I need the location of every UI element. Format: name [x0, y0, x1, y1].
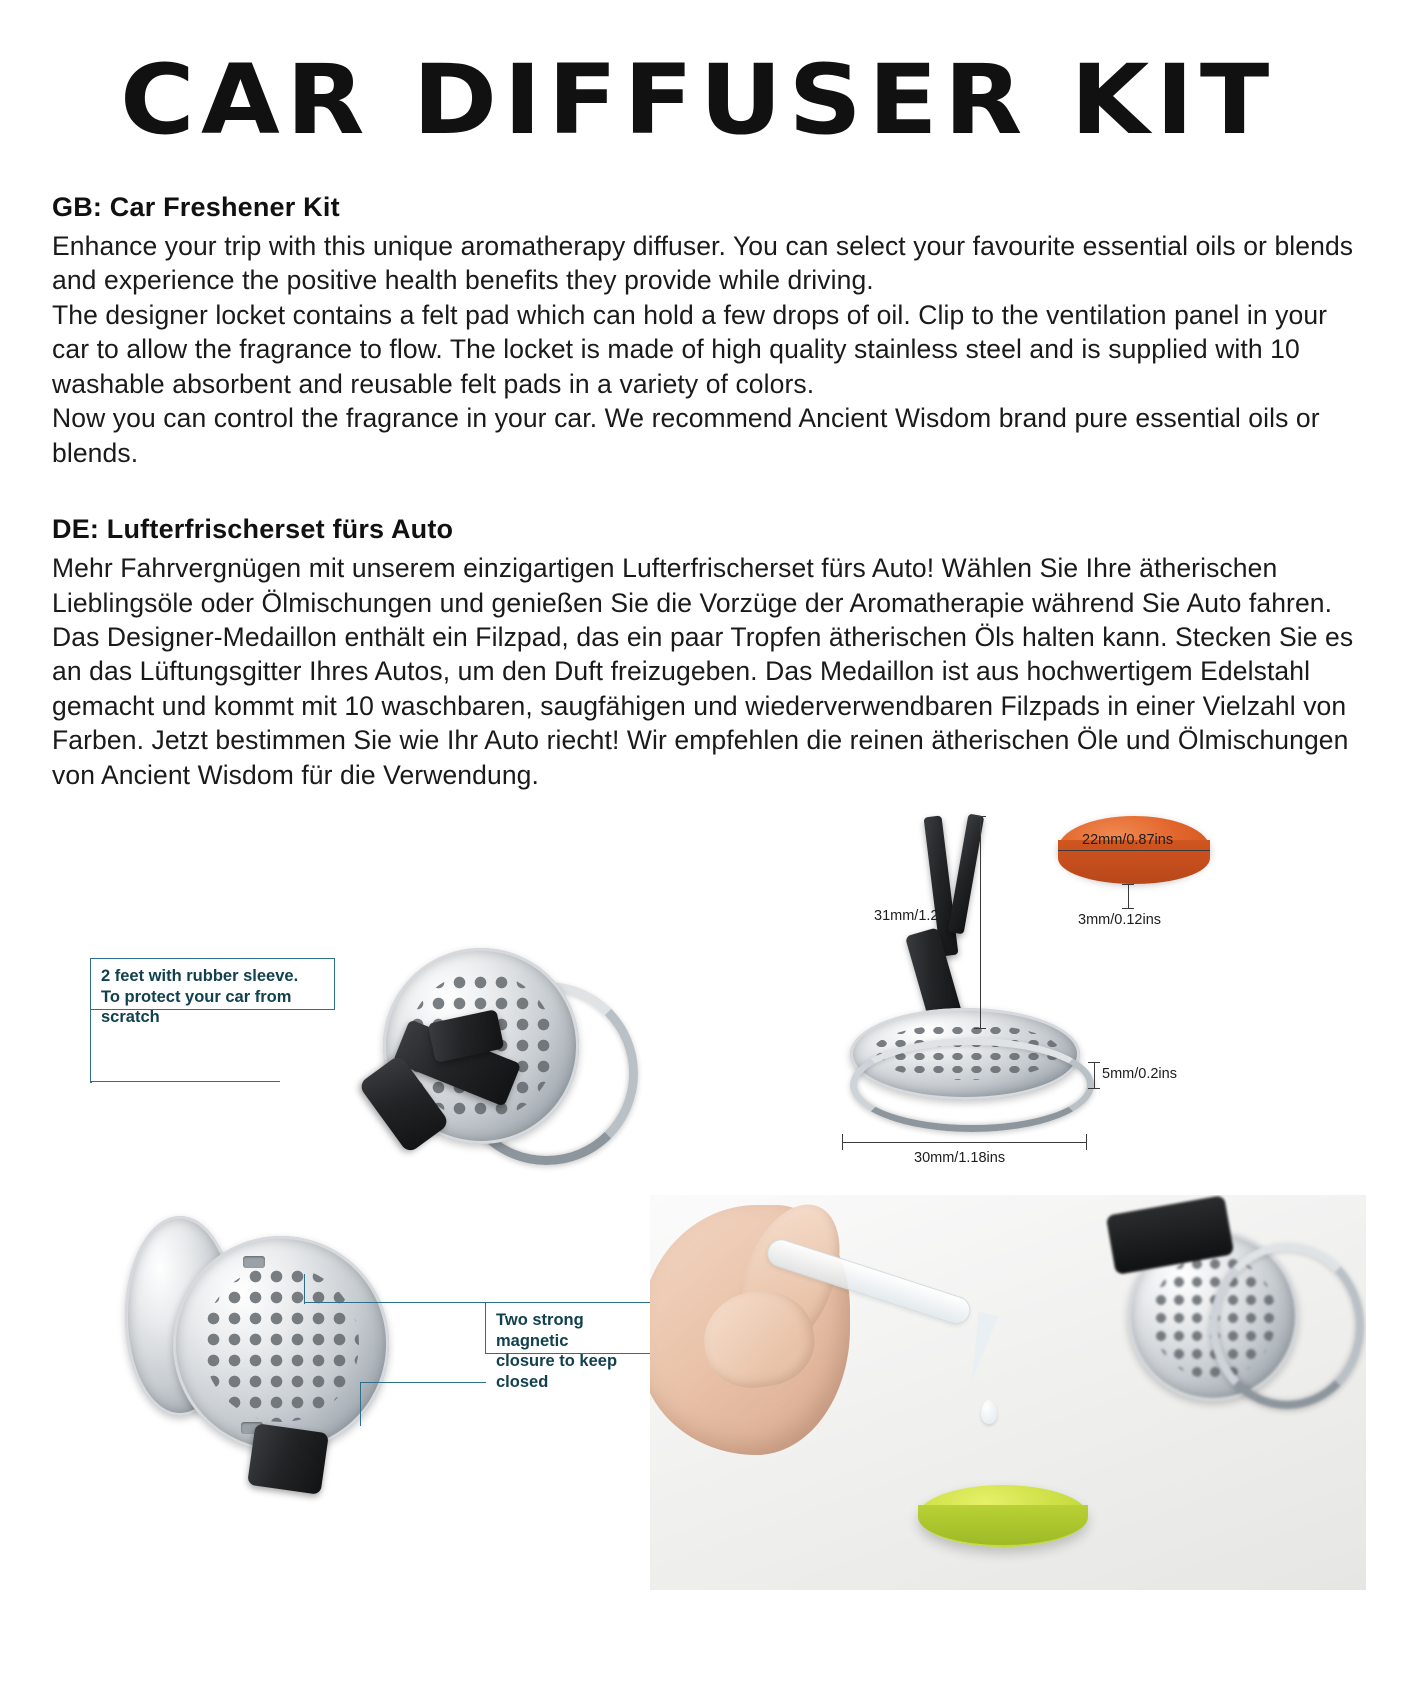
locket-open-holes	[203, 1266, 359, 1422]
callout-magnetic-closure-line2: closure to keep closed	[496, 1352, 618, 1391]
dim-cap-locket-diameter-right	[1086, 1134, 1087, 1150]
dim-cap-locket-thickness-bottom	[1088, 1088, 1100, 1089]
text-content	[50, 148, 1366, 792]
callout-magnet-leader-top	[304, 1302, 486, 1304]
page-title: CAR DIFFUSER KIT	[120, 44, 1276, 156]
oil-drop	[981, 1400, 997, 1424]
section-de	[52, 514, 1366, 792]
section-de-paragraph-1: Mehr Fahrvergnügen mit unserem einzigartigen Lufterfrischerset fürs Auto! Wählen Sie Ihre ätherischen Lieblingsöle oder Ölmischungen und genießen Sie die Vorzüge der Aromatherapie während Sie Auto fahren. Das Designer-Medaillon enthält ein Filzpad, das ein paar Tropfen ätherischen Öls halten kann. Stecken Sie es an das Lüftungsgitter Ihres Autos, um den Duft freizugeben. Das Medaillon ist aus hochwertigem Edelstahl gemacht und kommt mit 10 waschbaren, saugfähigen und wiederverwendbaren Filzpads in einer Vielzahl von Farben. Jetzt bestimmen Sie wie Ihr Auto riecht! Wir empfehlen die reinen ätherischen Öle und Ölmischungen von Ancient Wisdom für die Verwendung.	[52, 553, 1354, 790]
dim-cap-locket-diameter-left	[842, 1134, 843, 1150]
background-locket	[1118, 1221, 1348, 1451]
section-gb-paragraph-1: Enhance your trip with this unique aromatherapy diffuser. You can select your favourite essential oils or blends and experience the positive health benefits they provide while driving.	[52, 231, 1354, 296]
section-gb-heading: GB: Car Freshener Kit	[52, 192, 340, 222]
callout-magnetic-closure	[485, 1302, 665, 1391]
dim-label-locket-thickness: 5mm/0.2ins	[1102, 1066, 1177, 1083]
figure-open-locket	[125, 1210, 455, 1540]
dim-cap-clip-height-bottom	[974, 1028, 986, 1029]
dim-line-pad-diameter	[1058, 850, 1210, 851]
callout-rubber-feet-leader	[90, 1010, 92, 1083]
dim-cap-pad-thickness-top	[1122, 884, 1134, 885]
figure-dimensions	[810, 810, 1177, 1170]
dim-line-clip-height	[980, 816, 981, 1028]
dim-cap-clip-height-top	[974, 816, 986, 817]
pipette-tip	[962, 1312, 998, 1385]
figure-dropper-photo	[650, 1195, 1366, 1590]
callout-rubber-feet-line2: To protect your car from scratch	[101, 987, 292, 1027]
section-gb-paragraph-3: Now you can control the fragrance in your car. We recommend Ancient Wisdom brand pure essential oils or blends.	[52, 403, 1320, 468]
callout-magnet-leader-top-v	[304, 1274, 305, 1304]
section-de-body	[52, 551, 1366, 792]
callout-magnetic-closure-line1: Two strong magnetic	[496, 1311, 584, 1350]
callout-rubber-feet-leader-h	[90, 1081, 280, 1083]
dim-cap-locket-thickness-top	[1088, 1062, 1100, 1063]
section-gb-paragraph-2: The designer locket contains a felt pad which can hold a few drops of oil. Clip to the ventilation panel in your car to allow the fragrance to flow. The locket is made of high quality stainless steel and is supplied with 10 washable absorbent and reusable felt pads in a variety of colors.	[52, 299, 1328, 399]
dim-label-pad-thickness: 3mm/0.12ins	[1078, 912, 1162, 929]
dim-line-locket-thickness	[1094, 1062, 1095, 1088]
section-gb-body	[52, 229, 1366, 470]
locket-base-edge	[850, 1038, 1094, 1132]
callout-magnet-leader-bottom-v	[360, 1382, 361, 1426]
callout-magnet-leader-bottom	[360, 1382, 486, 1384]
callout-rubber-feet-line1: 2 feet with rubber sleeve.	[101, 967, 299, 986]
felt-pad-green-edge	[918, 1505, 1088, 1545]
section-de-heading: DE: Lufterfrischerset fürs Auto	[52, 514, 454, 545]
dim-label-locket-diameter: 30mm/1.18ins	[914, 1150, 1006, 1167]
dim-line-locket-diameter	[842, 1142, 1086, 1143]
section-gb	[52, 192, 1366, 470]
title-block	[50, 0, 1366, 156]
figure-clip-front	[335, 920, 635, 1210]
dim-label-pad-diameter: 22mm/0.87ins	[1082, 832, 1174, 849]
open-locket-clip	[247, 1423, 329, 1495]
figure-panel	[50, 810, 1366, 1590]
dim-label-clip-height: 31mm/1.2ins	[874, 908, 958, 925]
callout-rubber-feet	[90, 958, 335, 1027]
dim-line-pad-thickness	[1128, 884, 1129, 908]
dim-cap-pad-thickness-bottom	[1122, 908, 1134, 909]
magnet-top	[243, 1256, 265, 1268]
section-spacer	[52, 470, 1366, 514]
background-locket-ring	[1210, 1243, 1364, 1409]
